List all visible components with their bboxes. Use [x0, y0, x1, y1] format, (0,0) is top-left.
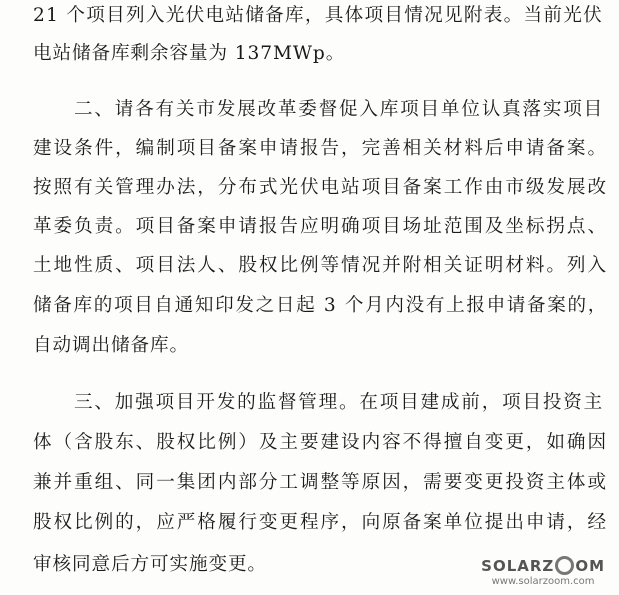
text-line-6: 革委负责。项目备案申请报告应明确项目场址范围及坐标拐点、: [33, 216, 608, 237]
watermark-ring-icon: [555, 556, 574, 575]
text-line-5: 按照有关管理办法，分布式光伏电站项目备案工作由市级发展改: [33, 177, 608, 198]
watermark-logo: [481, 556, 605, 575]
text-line-1: 21 个项目列入光伏电站储备库，具体项目情况见附表。当前光伏: [33, 5, 603, 26]
solarzoom-watermark: [481, 556, 605, 587]
text-line-3: 二、请各有关市发展改革委督促入库项目单位认真落实项目: [74, 99, 604, 120]
text-line-14: 审核同意后方可实施变更。: [33, 554, 267, 575]
watermark-url: www.solarzoom.com: [491, 576, 595, 587]
text-line-4: 建设条件，编制项目备案申请报告，完善相关材料后申请备案。: [33, 138, 608, 159]
text-line-7: 土地性质、项目法人、股权比例等情况并附相关证明材料。列入: [33, 255, 608, 276]
text-line-9: 自动调出储备库。: [33, 335, 189, 356]
watermark-logo-left: SOLARZ: [481, 556, 555, 575]
watermark-logo-right: OM: [575, 556, 605, 575]
text-line-11: 体（含股东、股权比例）及主要建设内容不得擅自变更，如确因: [33, 432, 608, 453]
text-line-13: 股权比例的，应严格履行变更程序，向原备案单位提出申请，经: [33, 512, 608, 533]
text-line-2: 电站储备库剩余容量为 137MWp。: [33, 43, 346, 64]
text-line-12: 兼并重组、同一集团内部分工调整等原因，需要变更投资主体或: [33, 472, 608, 493]
text-line-8: 储备库的项目自通知印发之日起 3 个月内没有上报申请备案的，: [33, 295, 608, 316]
text-line-10: 三、加强项目开发的监督管理。在项目建成前，项目投资主: [74, 392, 604, 413]
